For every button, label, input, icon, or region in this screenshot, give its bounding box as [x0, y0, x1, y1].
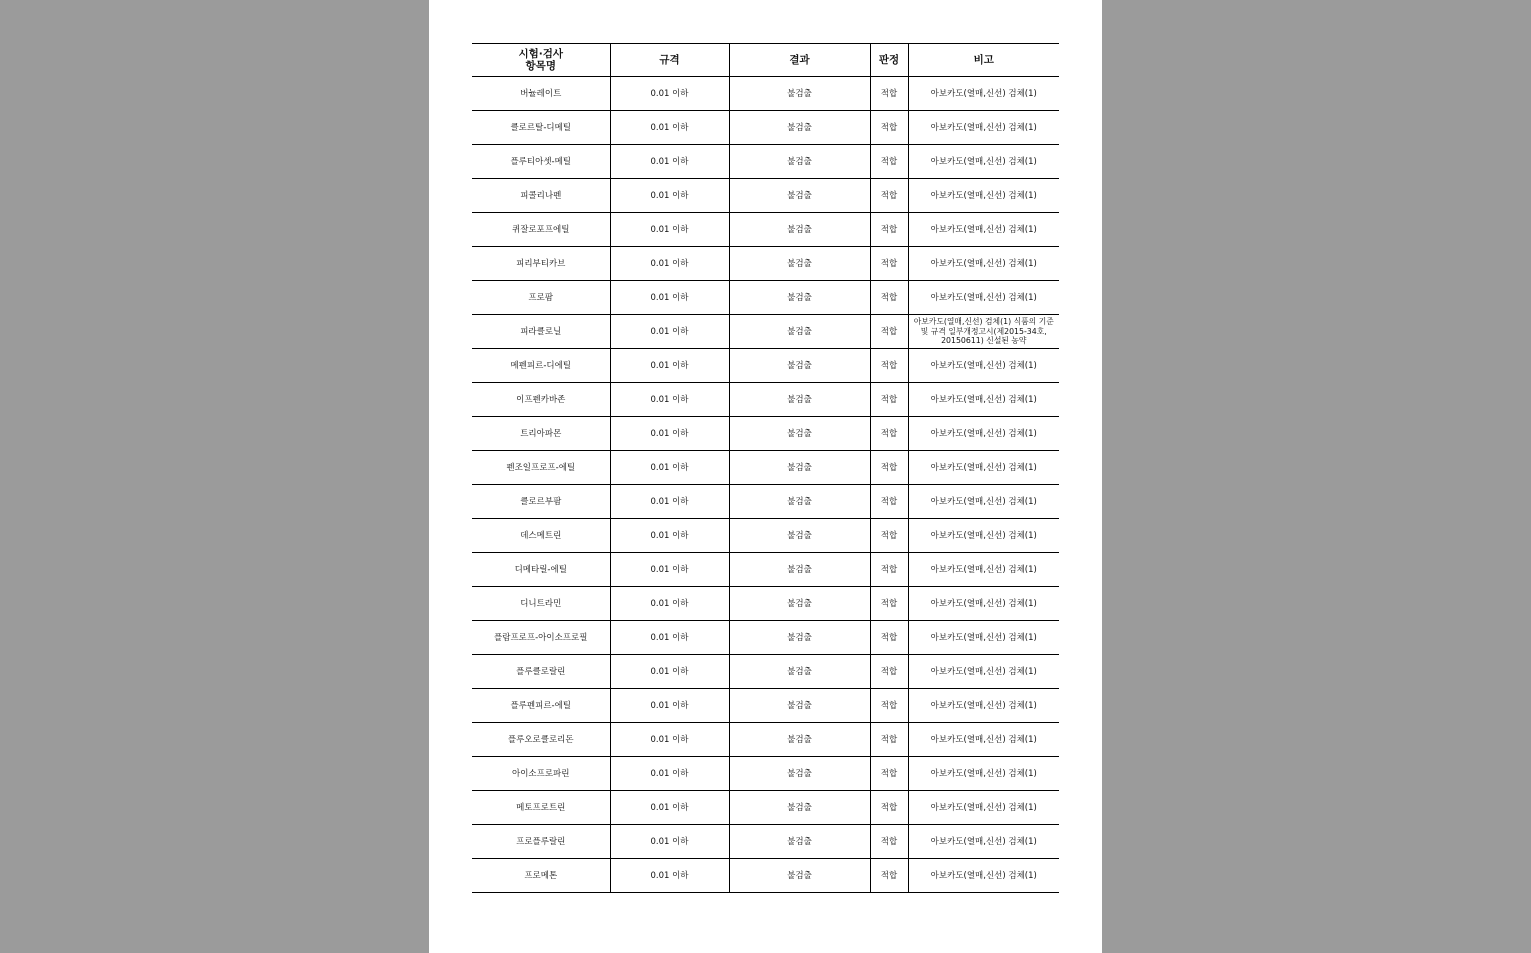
document-page [429, 0, 1102, 953]
note-cell: 아보카도(열매,신선) 검체(1) [908, 655, 1059, 689]
judgement-cell: 적합 [870, 111, 908, 145]
spec-cell: 0.01 이하 [610, 281, 729, 315]
judgement-cell: 적합 [870, 519, 908, 553]
spec-cell: 0.01 이하 [610, 485, 729, 519]
result-cell: 불검출 [729, 859, 870, 893]
item-name-cell: 디메타릴-에틸 [472, 553, 610, 587]
spec-cell: 0.01 이하 [610, 145, 729, 179]
item-name-cell: 버뉼레이트 [472, 77, 610, 111]
result-cell: 불검출 [729, 451, 870, 485]
item-name-cell: 피콜리나펜 [472, 179, 610, 213]
item-name-cell: 디니트라민 [472, 587, 610, 621]
table-row [472, 315, 1059, 349]
header-item-name [472, 44, 610, 77]
note-cell: 아보카도(열매,신선) 검체(1) [908, 145, 1059, 179]
result-cell: 불검출 [729, 757, 870, 791]
note-cell: 아보카도(열매,신선) 검체(1) [908, 621, 1059, 655]
judgement-cell: 적합 [870, 145, 908, 179]
result-cell: 불검출 [729, 213, 870, 247]
result-cell: 불검출 [729, 111, 870, 145]
judgement-cell: 적합 [870, 247, 908, 281]
result-cell: 불검출 [729, 553, 870, 587]
table-body [472, 77, 1059, 893]
header-result: 결과 [729, 44, 870, 77]
test-results-table [472, 43, 1059, 893]
judgement-cell: 적합 [870, 757, 908, 791]
spec-cell: 0.01 이하 [610, 417, 729, 451]
judgement-cell: 적합 [870, 77, 908, 111]
judgement-cell: 적합 [870, 417, 908, 451]
table-row [472, 553, 1059, 587]
result-cell: 불검출 [729, 247, 870, 281]
item-name-cell: 플람프로프-아이소프로필 [472, 621, 610, 655]
item-name-cell: 피라클로닐 [472, 315, 610, 349]
item-name-cell: 플루펜피르-에틸 [472, 689, 610, 723]
result-cell: 불검출 [729, 383, 870, 417]
table-row [472, 145, 1059, 179]
judgement-cell: 적합 [870, 825, 908, 859]
item-name-cell: 이프펜카바존 [472, 383, 610, 417]
spec-cell: 0.01 이하 [610, 247, 729, 281]
item-name-cell: 클로르부팜 [472, 485, 610, 519]
item-name-cell: 피리부티카브 [472, 247, 610, 281]
table-row [472, 519, 1059, 553]
note-cell: 아보카도(열매,신선) 검체(1) [908, 383, 1059, 417]
item-name-cell: 프로플루랄린 [472, 825, 610, 859]
spec-cell: 0.01 이하 [610, 349, 729, 383]
result-cell: 불검출 [729, 485, 870, 519]
spec-cell: 0.01 이하 [610, 111, 729, 145]
note-cell: 아보카도(열매,신선) 검체(1) [908, 247, 1059, 281]
judgement-cell: 적합 [870, 587, 908, 621]
note-cell: 아보카도(열매,신선) 검체(1) 식품의 기준 및 규격 일부개정고시(제2015-34호, 20150611) 신설된 농약 [908, 315, 1059, 349]
item-name-cell: 트리아파몬 [472, 417, 610, 451]
spec-cell: 0.01 이하 [610, 689, 729, 723]
judgement-cell: 적합 [870, 383, 908, 417]
table-row [472, 179, 1059, 213]
note-cell: 아보카도(열매,신선) 검체(1) [908, 859, 1059, 893]
result-cell: 불검출 [729, 145, 870, 179]
table-row [472, 723, 1059, 757]
judgement-cell: 적합 [870, 179, 908, 213]
item-name-cell: 메토프로트린 [472, 791, 610, 825]
judgement-cell: 적합 [870, 349, 908, 383]
item-name-cell: 퀴잘로포프에틸 [472, 213, 610, 247]
judgement-cell: 적합 [870, 621, 908, 655]
header-judgement: 판정 [870, 44, 908, 77]
item-name-cell: 펜조일프로프-에틸 [472, 451, 610, 485]
table-row [472, 417, 1059, 451]
judgement-cell: 적합 [870, 213, 908, 247]
result-cell: 불검출 [729, 621, 870, 655]
result-cell: 불검출 [729, 179, 870, 213]
judgement-cell: 적합 [870, 451, 908, 485]
note-cell: 아보카도(열매,신선) 검체(1) [908, 689, 1059, 723]
header-item-name-line2: 항목명 [525, 60, 556, 72]
note-cell: 아보카도(열매,신선) 검체(1) [908, 723, 1059, 757]
judgement-cell: 적합 [870, 485, 908, 519]
table-row [472, 77, 1059, 111]
judgement-cell: 적합 [870, 655, 908, 689]
note-cell: 아보카도(열매,신선) 검체(1) [908, 553, 1059, 587]
note-cell: 아보카도(열매,신선) 검체(1) [908, 349, 1059, 383]
table-row [472, 111, 1059, 145]
note-cell: 아보카도(열매,신선) 검체(1) [908, 417, 1059, 451]
table-row [472, 621, 1059, 655]
note-cell: 아보카도(열매,신선) 검체(1) [908, 111, 1059, 145]
table-row [472, 451, 1059, 485]
header-note: 비고 [908, 44, 1059, 77]
result-cell: 불검출 [729, 655, 870, 689]
note-cell: 아보카도(열매,신선) 검체(1) [908, 213, 1059, 247]
result-cell: 불검출 [729, 723, 870, 757]
judgement-cell: 적합 [870, 553, 908, 587]
spec-cell: 0.01 이하 [610, 587, 729, 621]
table-row [472, 281, 1059, 315]
table-row [472, 825, 1059, 859]
result-cell: 불검출 [729, 315, 870, 349]
item-name-cell: 프로메톤 [472, 859, 610, 893]
spec-cell: 0.01 이하 [610, 723, 729, 757]
result-cell: 불검출 [729, 689, 870, 723]
result-cell: 불검출 [729, 281, 870, 315]
table-header [472, 44, 1059, 77]
judgement-cell: 적합 [870, 281, 908, 315]
result-cell: 불검출 [729, 791, 870, 825]
table-row [472, 383, 1059, 417]
note-cell: 아보카도(열매,신선) 검체(1) [908, 451, 1059, 485]
judgement-cell: 적합 [870, 859, 908, 893]
table-row [472, 485, 1059, 519]
result-cell: 불검출 [729, 825, 870, 859]
judgement-cell: 적합 [870, 689, 908, 723]
spec-cell: 0.01 이하 [610, 179, 729, 213]
spec-cell: 0.01 이하 [610, 825, 729, 859]
table-row [472, 655, 1059, 689]
note-cell: 아보카도(열매,신선) 검체(1) [908, 791, 1059, 825]
result-cell: 불검출 [729, 519, 870, 553]
result-cell: 불검출 [729, 417, 870, 451]
table-row [472, 213, 1059, 247]
judgement-cell: 적합 [870, 723, 908, 757]
spec-cell: 0.01 이하 [610, 383, 729, 417]
table-row [472, 587, 1059, 621]
spec-cell: 0.01 이하 [610, 757, 729, 791]
item-name-cell: 프로팜 [472, 281, 610, 315]
spec-cell: 0.01 이하 [610, 315, 729, 349]
note-cell: 아보카도(열매,신선) 검체(1) [908, 519, 1059, 553]
note-cell: 아보카도(열매,신선) 검체(1) [908, 587, 1059, 621]
table-row [472, 349, 1059, 383]
note-cell: 아보카도(열매,신선) 검체(1) [908, 757, 1059, 791]
note-cell: 아보카도(열매,신선) 검체(1) [908, 77, 1059, 111]
table-row [472, 689, 1059, 723]
header-spec: 규격 [610, 44, 729, 77]
item-name-cell: 플루티아셋-메틸 [472, 145, 610, 179]
header-row [472, 44, 1059, 77]
spec-cell: 0.01 이하 [610, 77, 729, 111]
spec-cell: 0.01 이하 [610, 553, 729, 587]
judgement-cell: 적합 [870, 315, 908, 349]
spec-cell: 0.01 이하 [610, 451, 729, 485]
table-row [472, 859, 1059, 893]
spec-cell: 0.01 이하 [610, 621, 729, 655]
result-cell: 불검출 [729, 77, 870, 111]
judgement-cell: 적합 [870, 791, 908, 825]
spec-cell: 0.01 이하 [610, 655, 729, 689]
item-name-cell: 클로르탈-디메틸 [472, 111, 610, 145]
spec-cell: 0.01 이하 [610, 519, 729, 553]
item-name-cell: 아이소프로파린 [472, 757, 610, 791]
note-cell: 아보카도(열매,신선) 검체(1) [908, 825, 1059, 859]
spec-cell: 0.01 이하 [610, 213, 729, 247]
result-cell: 불검출 [729, 349, 870, 383]
table-row [472, 247, 1059, 281]
spec-cell: 0.01 이하 [610, 859, 729, 893]
note-cell: 아보카도(열매,신선) 검체(1) [908, 179, 1059, 213]
table-row [472, 791, 1059, 825]
note-cell: 아보카도(열매,신선) 검체(1) [908, 281, 1059, 315]
note-cell: 아보카도(열매,신선) 검체(1) [908, 485, 1059, 519]
header-item-name-line1: 시험·검사 [518, 48, 564, 60]
item-name-cell: 메펜피르-디에틸 [472, 349, 610, 383]
spec-cell: 0.01 이하 [610, 791, 729, 825]
result-cell: 불검출 [729, 587, 870, 621]
item-name-cell: 플루클로랄린 [472, 655, 610, 689]
item-name-cell: 데스메트린 [472, 519, 610, 553]
item-name-cell: 플루오로클로리돈 [472, 723, 610, 757]
table-row [472, 757, 1059, 791]
